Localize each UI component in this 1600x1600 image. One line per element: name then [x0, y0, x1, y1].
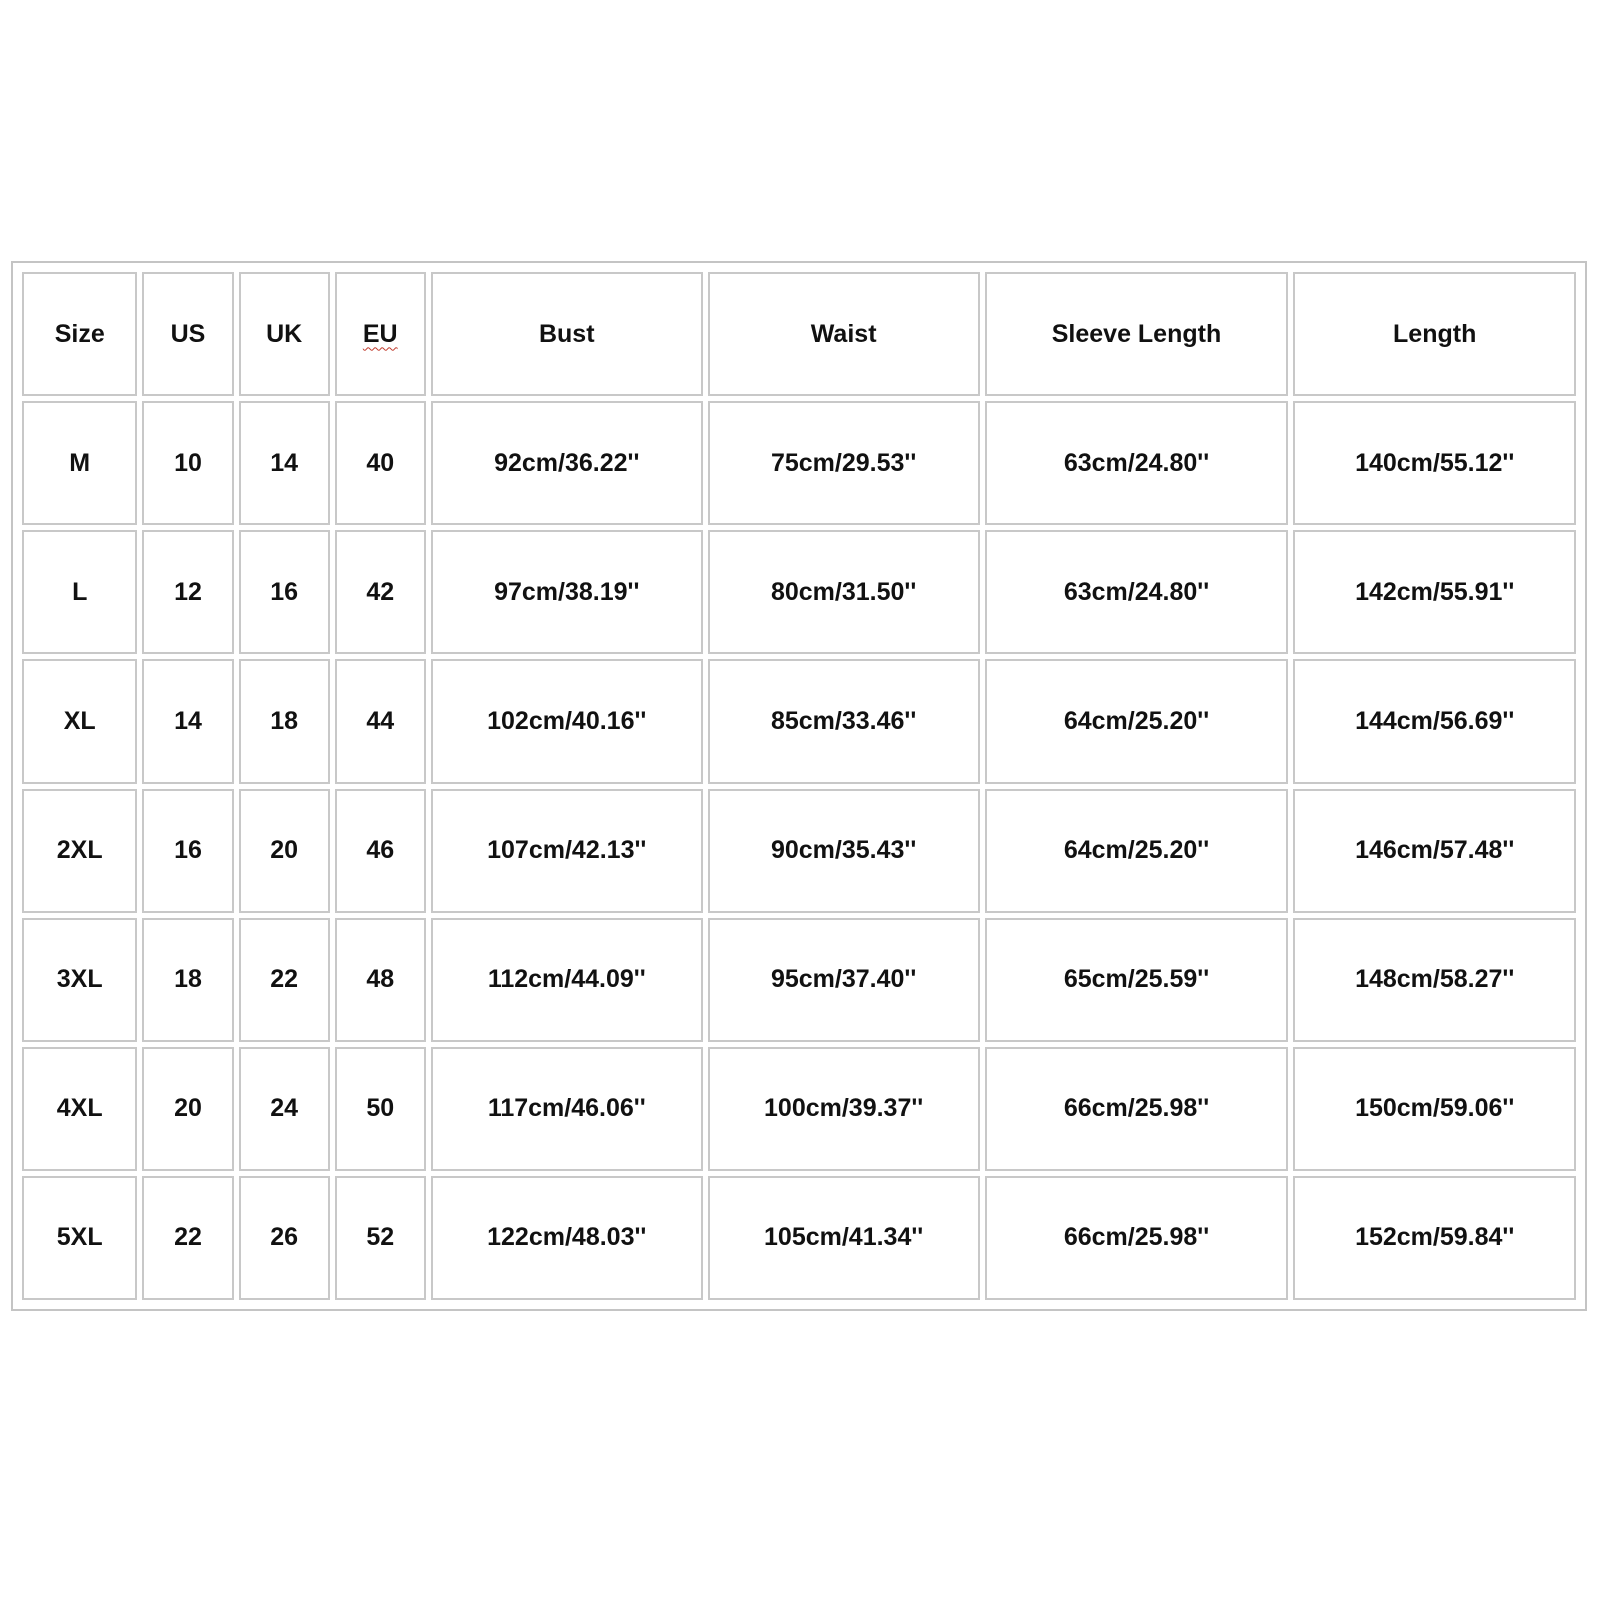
- cell-length: 140cm/55.12'': [1293, 401, 1576, 525]
- header-size: Size: [22, 272, 137, 396]
- cell-waist: 75cm/29.53'': [708, 401, 980, 525]
- cell-bust: 92cm/36.22'': [431, 401, 703, 525]
- cell-bust: 97cm/38.19'': [431, 530, 703, 654]
- table-row: [22, 1176, 1576, 1300]
- cell-uk: 14: [239, 401, 330, 525]
- cell-waist: 95cm/37.40'': [708, 918, 980, 1042]
- cell-eu: 42: [335, 530, 426, 654]
- cell-bust: 107cm/42.13'': [431, 789, 703, 913]
- cell-us: 18: [142, 918, 233, 1042]
- cell-length: 146cm/57.48'': [1293, 789, 1576, 913]
- cell-size: 5XL: [22, 1176, 137, 1300]
- cell-length: 144cm/56.69'': [1293, 659, 1576, 783]
- cell-size: 2XL: [22, 789, 137, 913]
- cell-length: 142cm/55.91'': [1293, 530, 1576, 654]
- cell-uk: 22: [239, 918, 330, 1042]
- cell-waist: 85cm/33.46'': [708, 659, 980, 783]
- cell-uk: 26: [239, 1176, 330, 1300]
- cell-bust: 102cm/40.16'': [431, 659, 703, 783]
- cell-us: 16: [142, 789, 233, 913]
- cell-sleeve-length: 64cm/25.20'': [985, 789, 1289, 913]
- cell-eu: 44: [335, 659, 426, 783]
- cell-uk: 24: [239, 1047, 330, 1171]
- cell-us: 14: [142, 659, 233, 783]
- table-row: [22, 530, 1576, 654]
- cell-length: 152cm/59.84'': [1293, 1176, 1576, 1300]
- size-table: [17, 267, 1581, 1305]
- cell-bust: 117cm/46.06'': [431, 1047, 703, 1171]
- size-chart-table: [11, 261, 1587, 1311]
- header-sleeve-length: Sleeve Length: [985, 272, 1289, 396]
- cell-waist: 80cm/31.50'': [708, 530, 980, 654]
- cell-eu: 52: [335, 1176, 426, 1300]
- cell-us: 22: [142, 1176, 233, 1300]
- cell-us: 10: [142, 401, 233, 525]
- header-bust: Bust: [431, 272, 703, 396]
- cell-waist: 105cm/41.34'': [708, 1176, 980, 1300]
- cell-sleeve-length: 65cm/25.59'': [985, 918, 1289, 1042]
- header-eu: [335, 272, 426, 396]
- table-row: [22, 1047, 1576, 1171]
- table-row: [22, 659, 1576, 783]
- cell-eu: 40: [335, 401, 426, 525]
- cell-eu: 48: [335, 918, 426, 1042]
- cell-bust: 122cm/48.03'': [431, 1176, 703, 1300]
- header-us: US: [142, 272, 233, 396]
- cell-sleeve-length: 64cm/25.20'': [985, 659, 1289, 783]
- cell-sleeve-length: 63cm/24.80'': [985, 401, 1289, 525]
- cell-size: 4XL: [22, 1047, 137, 1171]
- cell-sleeve-length: 63cm/24.80'': [985, 530, 1289, 654]
- cell-eu: 46: [335, 789, 426, 913]
- cell-sleeve-length: 66cm/25.98'': [985, 1047, 1289, 1171]
- cell-length: 148cm/58.27'': [1293, 918, 1576, 1042]
- cell-bust: 112cm/44.09'': [431, 918, 703, 1042]
- cell-size: L: [22, 530, 137, 654]
- cell-uk: 18: [239, 659, 330, 783]
- header-length: Length: [1293, 272, 1576, 396]
- header-eu-label: EU: [362, 319, 398, 348]
- header-waist: Waist: [708, 272, 980, 396]
- header-row: [22, 272, 1576, 396]
- cell-size: 3XL: [22, 918, 137, 1042]
- table-row: [22, 789, 1576, 913]
- cell-eu: 50: [335, 1047, 426, 1171]
- header-uk: UK: [239, 272, 330, 396]
- cell-size: M: [22, 401, 137, 525]
- cell-size: XL: [22, 659, 137, 783]
- cell-sleeve-length: 66cm/25.98'': [985, 1176, 1289, 1300]
- cell-uk: 20: [239, 789, 330, 913]
- cell-uk: 16: [239, 530, 330, 654]
- cell-us: 20: [142, 1047, 233, 1171]
- table-row: [22, 918, 1576, 1042]
- cell-length: 150cm/59.06'': [1293, 1047, 1576, 1171]
- cell-us: 12: [142, 530, 233, 654]
- cell-waist: 90cm/35.43'': [708, 789, 980, 913]
- table-row: [22, 401, 1576, 525]
- cell-waist: 100cm/39.37'': [708, 1047, 980, 1171]
